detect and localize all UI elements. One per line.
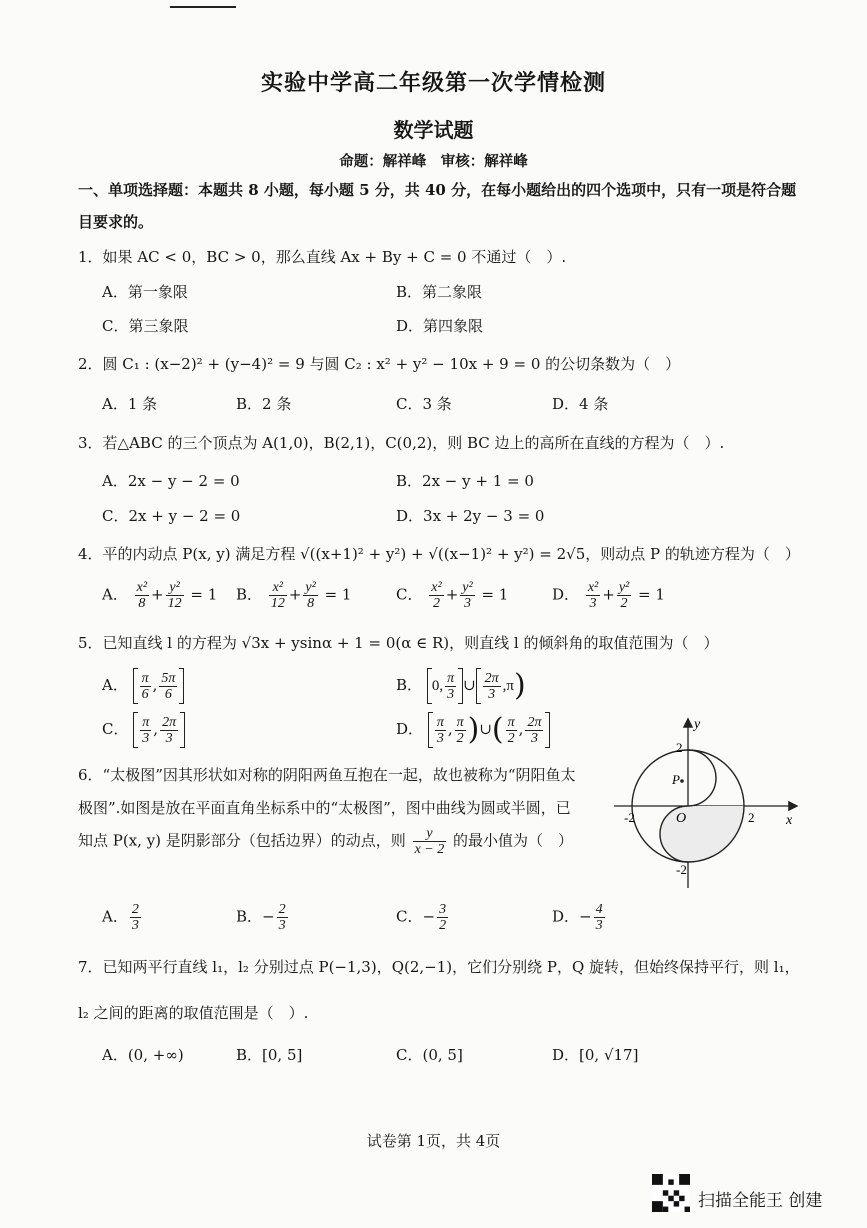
fraction: [277, 902, 288, 933]
numerator: y²: [462, 580, 473, 595]
option-letter: D．: [552, 907, 580, 926]
option-letter: C．: [102, 720, 129, 738]
q1-option-b[interactable]: B．第二象限: [396, 283, 483, 301]
x-tick-pos: 2: [748, 810, 755, 825]
q7-option-b[interactable]: B．[0, 5]: [236, 1046, 303, 1064]
page-footer: 试卷第 1页，共 4页: [366, 1132, 501, 1150]
numerator: 2: [278, 902, 286, 917]
sign: −: [579, 907, 592, 926]
fraction: $\frac{2\pi}{3}$: [527, 714, 542, 746]
q5-option-b[interactable]: B． 0, $\frac{\pi}{3}$ ∪ $\frac{2\pi}{3}$ ,π): [396, 668, 526, 703]
equation-tail: = 1: [638, 585, 665, 604]
fraction: $\frac{\pi}{2}$: [507, 714, 515, 746]
right-paren: ): [514, 668, 526, 703]
q2-option-a[interactable]: A．1 条: [102, 395, 158, 413]
fraction: [130, 902, 141, 933]
q6-option-d[interactable]: [552, 902, 607, 933]
denominator: 2: [620, 596, 628, 611]
q6-stem-tail: 的最小值为（ ）: [453, 831, 574, 850]
scanner-watermark: 扫描全能王 创建: [698, 1191, 823, 1211]
sign: −: [262, 907, 275, 926]
numerator: y²: [305, 580, 316, 595]
denominator: 3: [595, 918, 603, 933]
left-bracket: [133, 712, 138, 748]
numerator: x²: [136, 580, 148, 595]
x-tick-neg: -2: [624, 810, 635, 825]
numerator: 4: [595, 902, 603, 917]
sign: −: [422, 907, 436, 926]
fraction: [303, 580, 317, 611]
left-bracket: [133, 668, 138, 704]
option-letter: A．: [102, 907, 128, 926]
q7-stem-line1: 7．已知两平行直线 l₁，l₂ 分别过点 P(−1,3)，Q(2,−1)，它们分别绕 P，Q 旋转，但始终保持平行，则 l₁，: [78, 958, 800, 976]
q2-option-b[interactable]: B．2 条: [236, 395, 292, 413]
numerator: 2: [131, 902, 139, 917]
authors-line: 命题：解祥峰 审核：解祥峰: [339, 153, 528, 170]
origin-label: O: [676, 811, 687, 826]
section-heading: 一、单项选择题：本题共 8 小题，每小题 5 分，共 40 分，在每小题给出的四个选项中，只有一项是符合题目要求的。: [78, 181, 797, 231]
q4-option-c[interactable]: C． $\frac{\text{x²}}{2}$ + $\frac{\text{y²}}{3}$ = 1: [396, 580, 509, 611]
right-paren: ): [467, 712, 480, 747]
right-bracket: [545, 712, 550, 748]
option-letter: C．: [396, 585, 423, 604]
point-p-dot: [680, 779, 684, 783]
numerator: y²: [618, 580, 630, 595]
q6-option-a[interactable]: [102, 902, 143, 933]
y-axis-label: y: [694, 717, 701, 732]
q5-option-a[interactable]: A． $\frac{\pi}{6}$ , $\frac{5\pi}{6}$: [102, 668, 184, 704]
fraction: $\frac{\pi}{3}$: [447, 670, 455, 702]
numerator: 3: [439, 902, 447, 917]
denominator: 3: [589, 596, 597, 611]
left-bracket: [476, 668, 481, 704]
option-letter: A．: [102, 676, 128, 694]
point-p-label: P: [672, 772, 680, 787]
fraction: $\frac{\pi}{3}$: [142, 714, 150, 746]
equation-tail: = 1: [481, 585, 509, 604]
fraction: $\frac{2\pi}{3}$: [162, 714, 177, 746]
q6-stem-line1: 6．“太极图”因其形状如对称的阴阳两鱼互抱在一起，故也被称为“阴阳鱼太: [78, 766, 576, 784]
fraction: [586, 580, 600, 611]
numerator: x²: [269, 580, 287, 596]
q1-stem: 1．如果 AC < 0，BC > 0，那么直线 Ax + By + C = 0 不通过（ ）.: [78, 248, 567, 266]
q7-stem-line2: l₂ 之间的距离的取值范围是（ ）.: [78, 1004, 309, 1022]
right-bracket: [458, 668, 463, 704]
q6-option-b[interactable]: [236, 902, 290, 933]
page-subtitle: 数学试题: [393, 118, 474, 142]
fraction: $\frac{5\pi}{6}$: [161, 670, 176, 702]
q6-stem-text: 知点 P(x, y) 是阴影部分（包括边界）的动点，则: [78, 831, 406, 850]
q3-option-b[interactable]: B．2x − y + 1 = 0: [396, 472, 534, 490]
denominator: 3: [463, 596, 471, 611]
denominator: 3: [131, 918, 139, 933]
fraction: [166, 580, 184, 611]
right-bracket: [179, 668, 184, 704]
q7-option-c[interactable]: C．(0, 5]: [396, 1046, 463, 1064]
equation-tail: = 1: [190, 585, 218, 604]
q4-option-a[interactable]: A． $\frac{\text{x²}}{8}$ + $\frac{\text{y²}}{12}$ = 1: [102, 580, 218, 611]
top-rule: [170, 6, 236, 8]
fraction: [460, 580, 474, 611]
page-title: 实验中学高二年级第一次学情检测: [260, 70, 606, 96]
q4-option-b[interactable]: B． $\frac{\text{x²}}{12}$ + $\frac{\text{y²}}{8}$ = 1: [236, 580, 352, 611]
option-letter: A．: [102, 585, 128, 604]
y-tick-neg: -2: [676, 862, 687, 877]
q5-stem: 5．已知直线 l 的方程为 √3x + ysinα + 1 = 0(α ∈ R)，则直线 l 的倾斜角的取值范围为（ ）: [78, 634, 719, 652]
option-letter: B．: [236, 907, 263, 926]
option-letter: C．: [396, 907, 423, 926]
fraction: $\frac{\pi}{3}$: [436, 714, 444, 746]
fraction: $\frac{\pi}{6}$: [141, 670, 149, 702]
denominator: x − 2: [414, 842, 445, 857]
fraction: [269, 580, 287, 611]
denominator: 2: [432, 596, 440, 611]
denominator: 12: [270, 596, 285, 611]
q2-stem: 2．圆 C₁ : (x−2)² + (y−4)² = 9 与圆 C₂ : x² + y² − 10x + 9 = 0 的公切条数为（ ）: [78, 355, 681, 373]
y-tick-pos: 2: [676, 740, 683, 755]
q6-stem-line3: [78, 826, 573, 857]
q1-option-a[interactable]: A．第一象限: [102, 283, 188, 301]
q3-stem: 3．若△ABC 的三个顶点为 A(1,0)，B(2,1)，C(0,2)，则 BC 边上的高所在直线的方程为（ ）.: [78, 434, 725, 452]
shaded-region: [660, 806, 744, 862]
denominator: 8: [138, 596, 146, 611]
q1-option-c[interactable]: C．第三象限: [102, 317, 189, 335]
option-letter: B．: [236, 585, 263, 604]
denominator: 3: [278, 918, 286, 933]
q2-option-c[interactable]: C．3 条: [396, 395, 452, 413]
numerator: y: [413, 826, 447, 842]
fraction: $\frac{\pi}{2}$: [456, 714, 464, 746]
left-bracket: [428, 712, 433, 748]
q6-fraction: [413, 826, 447, 857]
option-letter: B．: [396, 676, 423, 694]
taiji-diagram: [606, 712, 802, 892]
option-letter: D．: [552, 585, 580, 604]
option-letter: D．: [396, 720, 424, 738]
fraction: [437, 902, 448, 933]
q7-option-a[interactable]: A．(0, +∞): [102, 1046, 184, 1064]
fraction: $\frac{2\pi}{3}$: [484, 670, 499, 702]
denominator: 12: [167, 596, 182, 611]
fraction: [617, 580, 631, 611]
qr-code-icon: [652, 1174, 690, 1212]
equation-tail: = 1: [324, 585, 352, 604]
q6-stem-line2: 极图”.如图是放在平面直角坐标系中的“太极图”，图中曲线为圆或半圆，已: [78, 799, 571, 817]
fraction: [594, 902, 605, 933]
numerator: x²: [587, 580, 599, 595]
fraction: [429, 580, 443, 611]
q7-option-d[interactable]: D．[0, √17]: [552, 1046, 639, 1064]
denominator: 2: [439, 918, 447, 933]
q5-option-d[interactable]: D． $\frac{\pi}{3}$ , $\frac{\pi}{2}$ )∪( $\frac{\pi}{2}$ , $\frac{2\pi}{3}$: [396, 712, 550, 748]
numerator: y²: [166, 580, 184, 596]
q3-option-a[interactable]: A．2x − y − 2 = 0: [102, 472, 240, 490]
q5-option-c[interactable]: C． $\frac{\pi}{3}$ , $\frac{2\pi}{3}$: [102, 712, 185, 748]
q2-option-d[interactable]: D．4 条: [552, 395, 609, 413]
right-bracket: [180, 712, 185, 748]
q3-option-d[interactable]: D．3x + 2y − 3 = 0: [396, 507, 545, 525]
fraction: [135, 580, 149, 611]
q4-stem: 4．平的内动点 P(x, y) 满足方程 √((x+1)² + y²) + √((x−1)² + y²) = 2√5，则动点 P 的轨迹方程为（ ）: [78, 545, 800, 563]
left-paren: (: [491, 712, 504, 747]
numerator: x²: [431, 580, 442, 595]
x-axis-label: x: [786, 813, 793, 828]
q4-option-d[interactable]: D． $\frac{\text{x²}}{3}$ + $\frac{\text{y²}}{2}$ = 1: [552, 580, 665, 611]
q3-option-c[interactable]: C．2x + y − 2 = 0: [102, 507, 241, 525]
denominator: 8: [307, 596, 315, 611]
q6-option-c[interactable]: [396, 902, 450, 933]
q1-option-d[interactable]: D．第四象限: [396, 317, 484, 335]
